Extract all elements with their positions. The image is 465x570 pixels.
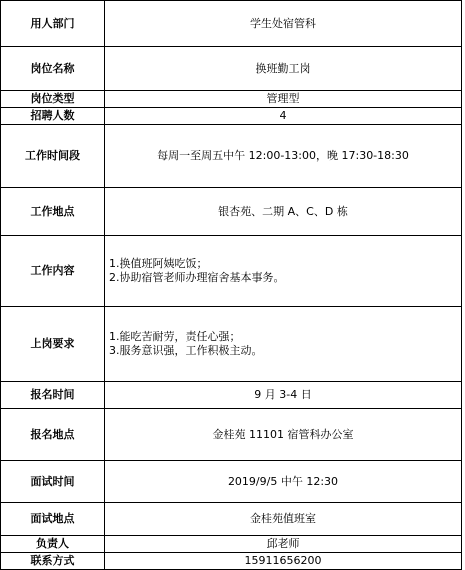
row-value: 金桂苑值班室 [105,503,462,536]
table-row [1,307,462,382]
row-value: 管理型 [105,91,462,108]
table-row [1,47,462,91]
row-value: 学生处宿管科 [105,1,462,47]
row-value: 金桂苑 11101 宿管科办公室 [105,409,462,461]
row-value: 每周一至周五中午 12:00-13:00，晚 17:30-18:30 [105,125,462,188]
row-label: 面试地点 [1,503,105,536]
row-label: 报名地点 [1,409,105,461]
row-value: 银杏苑、二期 A、C、D 栋 [105,188,462,236]
row-value: 15911656200 [105,553,462,570]
row-label: 工作内容 [1,236,105,307]
row-value: 换班勤工岗 [105,47,462,91]
row-label: 负责人 [1,536,105,553]
requirement-line: 3.服务意识强，工作积极主动。 [109,344,263,357]
table-row [1,1,462,47]
table-row [1,108,462,125]
row-label: 上岗要求 [1,307,105,382]
row-label: 工作时间段 [1,125,105,188]
table-row [1,236,462,307]
row-value [105,236,462,307]
row-label: 招聘人数 [1,108,105,125]
row-value: 9 月 3-4 日 [105,382,462,409]
content-line: 2.协助宿管老师办理宿舍基本事务。 [109,271,285,284]
table-row [1,91,462,108]
table-row [1,382,462,409]
row-label: 报名时间 [1,382,105,409]
row-label: 联系方式 [1,553,105,570]
row-label: 面试时间 [1,461,105,503]
table-row [1,461,462,503]
row-label: 工作地点 [1,188,105,236]
row-value: 邱老师 [105,536,462,553]
row-label: 岗位名称 [1,47,105,91]
table-row [1,125,462,188]
table-row [1,409,462,461]
table-row [1,188,462,236]
table-row [1,536,462,553]
row-label: 岗位类型 [1,91,105,108]
row-label: 用人部门 [1,1,105,47]
row-value: 2019/9/5 中午 12:30 [105,461,462,503]
requirement-line: 1.能吃苦耐劳，责任心强； [109,330,241,343]
content-line: 1.换值班阿姨吃饭； [109,257,208,270]
row-value: 4 [105,108,462,125]
row-value [105,307,462,382]
table-row [1,503,462,536]
